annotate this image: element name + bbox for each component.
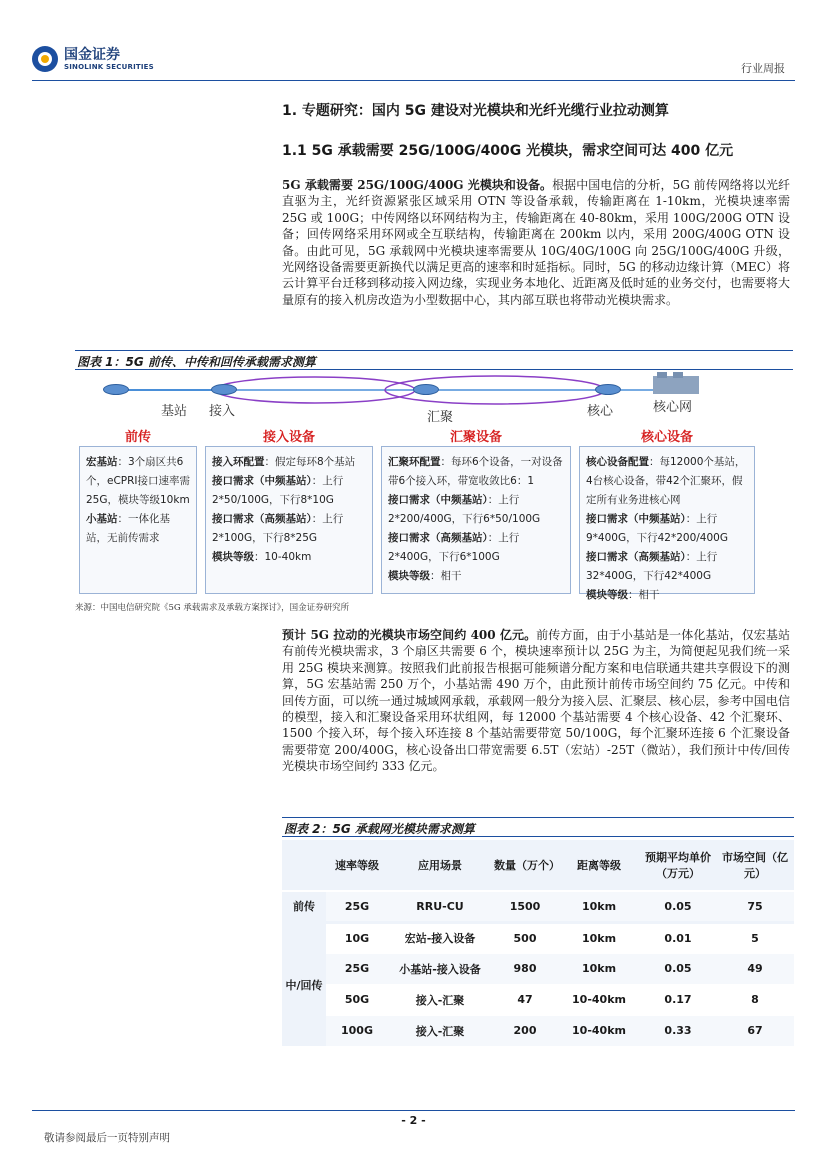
category-box-core	[579, 446, 755, 601]
access-router-icon	[211, 384, 237, 395]
paragraph-2-lead: 预计 5G 拉动的光模块市场空间约 400 亿元。	[282, 628, 537, 642]
access-line-1: 接入环配置：假定每环8个基站	[212, 456, 356, 468]
col-header-price: 预期平均单价（万元）	[640, 840, 716, 891]
col-header-market: 市场空间（亿元）	[716, 840, 794, 891]
core-line-4: 模块等级：相干	[586, 589, 660, 601]
category-header-front: 前传	[124, 430, 151, 445]
core-line-1: 核心设备配置：每12000个基站，4台核心设备，带42个汇聚环，假定所有业务进核心网	[586, 456, 746, 506]
col-header-scenario: 应用场景	[388, 840, 492, 891]
base-station-icon	[103, 384, 129, 395]
paragraph-1-lead: 5G 承载需要 25G/100G/400G 光模块和设备。	[282, 178, 553, 192]
table-row: 100G 接入-汇聚 200 10-40km 0.33 67	[282, 1015, 794, 1046]
figure-1-source: 来源：中国电信研究院《5G 承载需求及承载方案探讨》，国金证券研究所	[75, 603, 350, 613]
col-header-group	[282, 840, 326, 891]
figure-1-title: 图表 1：5G 前传、中传和回传承载需求测算	[75, 350, 793, 370]
access-line-2: 接口需求（中频基站）：上行2*50/100G，下行8*10G	[212, 475, 344, 506]
access-line-4: 模块等级：10-40km	[212, 551, 312, 563]
table-row: 25G 小基站-接入设备 980 10km 0.05 49	[282, 953, 794, 984]
node-base-station: 基站	[161, 404, 188, 419]
header-divider	[32, 80, 795, 81]
section-title: 1. 专题研究：国内 5G 建设对光模块和光纤光缆行业拉动测算	[282, 103, 669, 119]
node-aggregation: 汇聚	[427, 410, 454, 425]
col-header-quantity: 数量（万个）	[492, 840, 558, 891]
category-box-aggregation	[381, 446, 571, 594]
page-header	[0, 0, 827, 90]
col-header-rate: 速率等级	[326, 840, 388, 891]
paragraph-1	[282, 177, 790, 308]
category-header-aggregation: 汇聚设备	[449, 430, 502, 445]
category-header-access: 接入设备	[262, 430, 315, 445]
footer-disclaimer: 敬请参阅最后一页特别声明	[44, 1132, 170, 1144]
logo-text-cn: 国金证券	[64, 46, 120, 63]
footer-divider	[32, 1110, 795, 1111]
core-line-2: 接口需求（中频基站）：上行9*400G，下行42*200/400G	[586, 513, 728, 544]
section-subtitle: 1.1 5G 承载需要 25G/100G/400G 光模块，需求空间可达 400 亿元	[282, 143, 734, 159]
aggregation-line-1: 汇聚环配置：每环6个设备，一对设备带6个接入环，带宽收敛比6：1	[388, 456, 563, 487]
category-box-access	[205, 446, 373, 594]
paragraph-1-body: 根据中国电信的分析，5G 前传网络将以光纤直驱为主，光纤资源紧张区域采用 OTN 等设备承载，传输距离在 1-10km，光模块速率需 25G 或 100G；中传网络以环网结构为主，传输距离在 40-80km，采用 100G/200G OTN 设备；回传网络采用环网或全互联结构，传输距离在 200km 以内，采用 200G/400G OTN 设备。由此可见，5G 承载网中光模块速率需要从 10G/40G/100G 向 25G/100G/400G 升级，光网络设备需要更新换代以满足更高的速率和时延指标。同时，5G 的移动边缘计算（MEC）将云计算平台迁移到移动接入网边缘，实现业务本地化、近距离及低时延的业务交付，也需要将大量原有的接入机房改造为小型数据中心，其内部互联也将带动光模块需求。	[282, 178, 790, 307]
category-header-core: 核心设备	[640, 430, 693, 445]
figure-1-diagram	[75, 372, 793, 601]
paragraph-2-body: 前传方面，由于小基站是一体化基站，仅宏基站有前传光模块需求，3 个扇区共需要 6 个，模块速率预计以 25G 为主，为简便起见我们统一采用 25G 模块来测算。按照我们此前报告根据可能频谱分配方案和电信联通共建共享假设下的测算，5G 宏基站需 250 万个，小基站需 490 万个，由此预计前传市场空间约 75 亿元。中传和回传方面，可以统一通过城域网承载，承载网一般分为接入层、汇聚层、核心层，参考中国电信的模型，接入和汇聚设备采用环状组网，每 12000 个基站需要 4 个核心设备、42 个汇聚环、1500 个接入环，每个接入环连接 8 个基站需要带宽 50/100G，每个汇聚环连接 6 个汇聚设备需要带宽 200/400G，核心设备出口带宽需要 6.5T（宏站）-25T（微站），我们预计中传/回传光模块市场空间约 333 亿元。	[282, 628, 790, 774]
table-row: 中/回传 10G 宏站-接入设备 500 10km 0.01 5	[282, 922, 794, 953]
paragraph-2	[282, 627, 790, 775]
optical-module-demand-table	[282, 840, 794, 1047]
aggregation-line-4: 模块等级：相干	[388, 570, 462, 582]
aggregation-line-3: 接口需求（高频基站）：上行2*400G，下行6*100G	[388, 532, 520, 563]
node-access: 接入	[209, 404, 236, 419]
table-row: 50G 接入-汇聚 47 10-40km 0.17 8	[282, 984, 794, 1015]
category-box-front	[79, 446, 197, 594]
node-core-network: 核心网	[653, 400, 693, 415]
front-line-2: 小基站：一体化基站，无前传需求	[86, 513, 170, 544]
access-line-3: 接口需求（高频基站）：上行2*100G，下行8*25G	[212, 513, 344, 544]
front-line-1: 宏基站：3个扇区共6个，eCPRI接口速率需25G，模块等级10km	[86, 456, 191, 506]
aggregation-router-icon	[413, 384, 439, 395]
table-header-row	[282, 840, 794, 891]
table-row: 前传 25G RRU-CU 1500 10km 0.05 75	[282, 891, 794, 922]
core-line-3: 接口需求（高频基站）：上行32*400G，下行42*400G	[586, 551, 718, 582]
group-front: 前传	[282, 891, 326, 922]
node-core: 核心	[587, 404, 614, 419]
company-logo	[32, 46, 154, 72]
aggregation-line-2: 接口需求（中频基站）：上行2*200/400G，下行6*50/100G	[388, 494, 541, 525]
report-type: 行业周报	[741, 62, 785, 75]
col-header-distance: 距离等级	[558, 840, 640, 891]
logo-icon	[32, 46, 58, 72]
table-2-title: 图表 2：5G 承载网光模块需求测算	[282, 817, 794, 837]
core-router-icon	[595, 384, 621, 395]
logo-text-en: SINOLINK SECURITIES	[64, 62, 154, 71]
group-mid: 中/回传	[282, 922, 326, 1046]
page-number: - 2 -	[401, 1114, 426, 1127]
